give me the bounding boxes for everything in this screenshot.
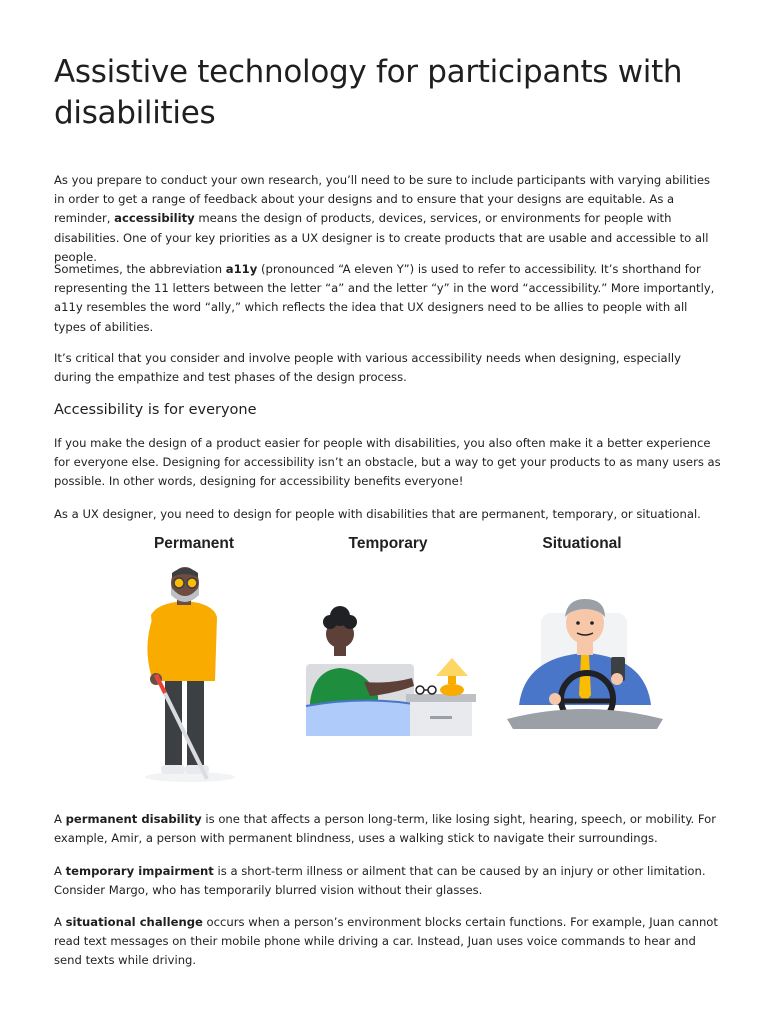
label-situational: Situational [542,535,622,552]
text-run: A [54,915,66,929]
section-heading: Accessibility is for everyone [54,402,257,418]
page-title: Assistive technology for participants with disabilities [54,54,683,131]
text-run: Sometimes, the abbreviation [54,262,226,276]
text-run: As you prepare to conduct your own research, you’ll need to be sure to include participants with varying abilities in order to get a range of feedback about your designs and to ensure that your designs are equitable. As a reminder, [54,173,711,226]
definition-situational [54,913,722,971]
permanent-person-illustration [135,565,245,785]
term-permanent-disability: permanent disability [65,812,202,826]
text-run: means the design of products, devices, services, or environments for people with disabilities. One of your key priorities as a UX designer is to create products that are usable and accessible to all people. [54,211,709,264]
definition-permanent [54,810,722,848]
text-run: (pronounced “A eleven Y”) is used to refer to accessibility. It’s shorthand for representing the 11 letters between the letter “a” and the letter “y” in the word “accessibility.” More importantly, a11y resembles the word “ally,” which reflects the idea that UX designers need to be allies to people with all types of abilities. [54,262,715,334]
text-run: A [54,812,66,826]
text-run: occurs when a person’s environment blocks certain functions. For example, Juan cannot read text messages on their mobile phone while driving a car. Instead, Juan uses voice commands to hear and send texts while driving. [54,915,718,968]
situational-person-illustration [505,595,665,735]
text-run: is a short-term illness or ailment that can be caused by an injury or other limitation. Consider Margo, who has temporarily blurred vision without their glasses. [54,864,706,898]
definition-temporary [54,862,722,900]
intro-paragraph-3: It’s critical that you consider and involve people with various accessibility needs when designing, especially during the empathize and test phases of the design process. [54,351,681,385]
term-a11y: a11y [225,262,258,276]
term-accessibility: accessibility [114,211,195,226]
intro-paragraph-1 [54,171,722,267]
term-temporary-impairment: temporary impairment [65,864,214,878]
term-situational-challenge: situational challenge [65,915,203,929]
text-run: is one that affects a person long-term, like losing sight, hearing, speech, or mobility. For example, Amir, a person with permanent blindness, uses a walking stick to navigate their surroundings. [54,812,717,846]
intro-paragraph-2 [54,260,722,337]
label-permanent: Permanent [153,535,235,552]
section-paragraph-2: As a UX designer, you need to design for people with disabilities that are permanent, temporary, or situational. [54,507,701,521]
temporary-person-illustration [300,600,480,740]
label-temporary: Temporary [348,535,428,552]
text-run: A [54,864,66,878]
section-paragraph-1: If you make the design of a product easier for people with disabilities, you also often make it a better experience for everyone else. Designing for accessibility isn’t an obstacle, but a way to get your products to as many users as possible. In other words, designing for accessibility benefits everyone! [54,436,721,489]
